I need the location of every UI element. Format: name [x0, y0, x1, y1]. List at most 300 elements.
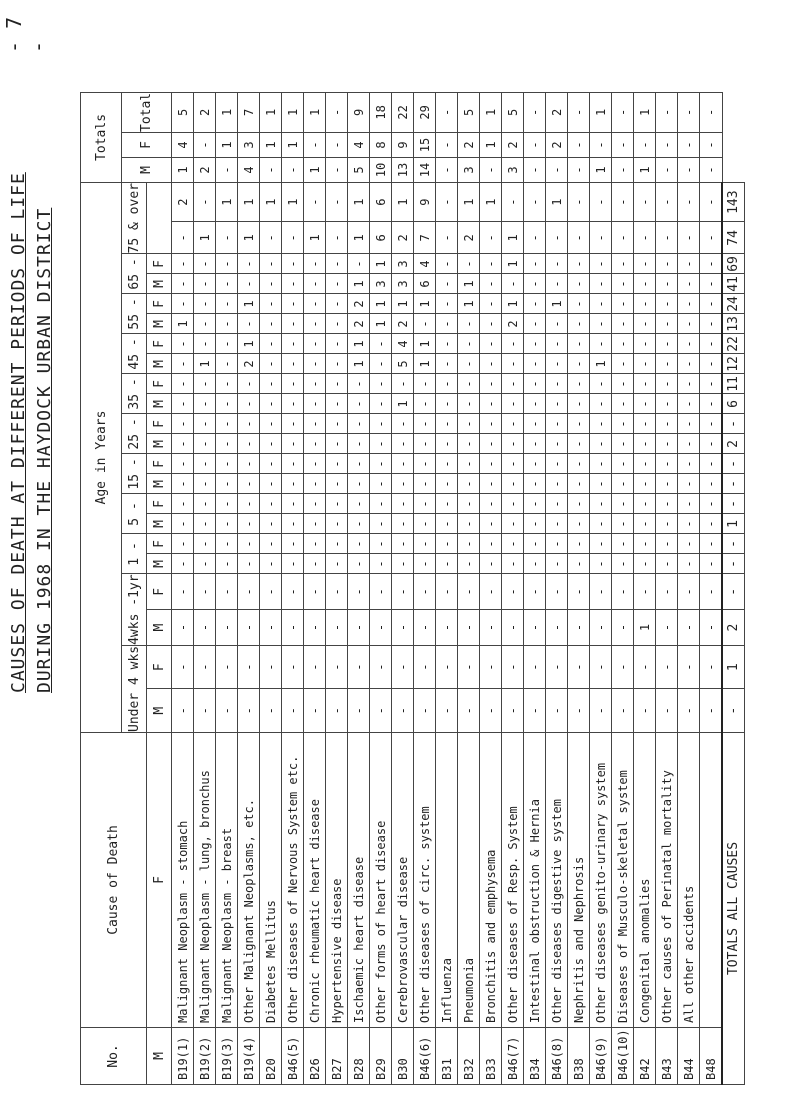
- row-cell: -: [634, 374, 656, 394]
- row-cell: -: [634, 254, 656, 274]
- row-cell: 3: [392, 254, 414, 274]
- row-cell: -: [282, 554, 304, 574]
- female-header: F: [147, 494, 172, 514]
- row-code: B44: [678, 1028, 700, 1085]
- row-cell: -: [546, 554, 568, 574]
- row-cell: -: [546, 222, 568, 254]
- row-cause: Other diseases genito-urinary system: [590, 733, 612, 1028]
- row-cause: Malignant Neoplasm - lung, bronchus: [194, 733, 216, 1028]
- row-cell: -: [590, 534, 612, 554]
- row-cell: -: [590, 474, 612, 494]
- row-total: -: [678, 92, 700, 132]
- row-cell: -: [238, 534, 260, 554]
- row-cell: -: [524, 314, 546, 334]
- totals-cell: 24: [722, 294, 745, 314]
- row-cell: -: [480, 334, 502, 354]
- row-cell: -: [392, 454, 414, 474]
- row-cell: -: [612, 534, 634, 554]
- totals-cell: 1: [722, 514, 745, 534]
- row-cell: -: [436, 222, 458, 254]
- row-cell: -: [524, 394, 546, 414]
- row-cell: -: [590, 414, 612, 434]
- table-body: [172, 92, 745, 1084]
- row-cell: -: [678, 574, 700, 610]
- row-total-f: 2: [458, 133, 480, 158]
- table-row: [414, 92, 436, 1084]
- row-total: 1: [304, 92, 326, 132]
- row-cell: -: [216, 554, 238, 574]
- row-cell: -: [172, 254, 194, 274]
- row-cell: -: [568, 454, 590, 474]
- row-cell: -: [194, 574, 216, 610]
- row-total-m: 3: [502, 158, 524, 183]
- row-cell: -: [546, 374, 568, 394]
- row-total-m: 4: [238, 158, 260, 183]
- row-cause: Congenital anomalies: [634, 733, 656, 1028]
- row-cell: -: [524, 354, 546, 374]
- row-total-f: 1: [216, 133, 238, 158]
- row-cell: -: [348, 554, 370, 574]
- row-cell: 1: [348, 354, 370, 374]
- row-cell: -: [282, 334, 304, 354]
- row-cell: -: [392, 514, 414, 534]
- row-code: B31: [436, 1028, 458, 1085]
- female-header: F: [147, 645, 172, 689]
- row-total-m: 2: [194, 158, 216, 183]
- row-cell: -: [502, 183, 524, 222]
- male-header: M: [147, 474, 172, 494]
- row-cell: -: [700, 494, 723, 514]
- row-cell: -: [612, 374, 634, 394]
- row-cell: -: [502, 474, 524, 494]
- row-cell: -: [436, 183, 458, 222]
- row-cell: -: [502, 434, 524, 454]
- row-cell: -: [172, 434, 194, 454]
- row-cell: -: [678, 274, 700, 294]
- row-cell: -: [590, 394, 612, 414]
- row-cell: -: [414, 394, 436, 414]
- row-total-f: 2: [546, 133, 568, 158]
- table-row: [568, 92, 590, 1084]
- row-cell: -: [700, 514, 723, 534]
- totals-row: [722, 92, 745, 1084]
- row-cell: -: [524, 514, 546, 534]
- row-total: 7: [238, 92, 260, 132]
- row-total-m: 14: [414, 158, 436, 183]
- row-cell: -: [282, 314, 304, 334]
- row-cell: 1: [502, 294, 524, 314]
- row-cell: -: [634, 314, 656, 334]
- row-cell: -: [590, 374, 612, 394]
- causes-of-death-table: [80, 92, 745, 1085]
- row-cell: -: [568, 514, 590, 534]
- row-cell: -: [502, 394, 524, 414]
- row-cell: -: [612, 314, 634, 334]
- row-total-f: 15: [414, 133, 436, 158]
- row-cell: -: [568, 394, 590, 414]
- row-total: 2: [194, 92, 216, 132]
- row-cell: -: [370, 434, 392, 454]
- row-cell: -: [216, 645, 238, 689]
- row-cell: -: [348, 610, 370, 646]
- row-cell: -: [612, 454, 634, 474]
- row-cell: -: [304, 354, 326, 374]
- row-cell: -: [678, 414, 700, 434]
- row-total-m: -: [546, 158, 568, 183]
- row-cell: -: [436, 274, 458, 294]
- row-cell: -: [172, 394, 194, 414]
- row-cell: -: [238, 574, 260, 610]
- row-cell: -: [458, 534, 480, 554]
- row-cell: 3: [392, 274, 414, 294]
- table-row: [282, 92, 304, 1084]
- row-cell: -: [238, 514, 260, 534]
- row-cell: -: [238, 314, 260, 334]
- table-row: [392, 92, 414, 1084]
- row-cell: -: [568, 494, 590, 514]
- row-total: 1: [634, 92, 656, 132]
- row-total: -: [568, 92, 590, 132]
- row-cell: -: [502, 354, 524, 374]
- row-cell: 6: [414, 274, 436, 294]
- sex-header-row: [147, 92, 172, 1084]
- totals-cell: 2: [722, 610, 745, 646]
- row-cell: 1: [216, 183, 238, 222]
- row-cell: -: [194, 414, 216, 434]
- row-cell: -: [634, 354, 656, 374]
- row-cell: -: [700, 354, 723, 374]
- row-cell: -: [260, 474, 282, 494]
- row-cell: -: [568, 645, 590, 689]
- row-cell: -: [458, 354, 480, 374]
- row-cell: 1: [480, 183, 502, 222]
- row-total-f: -: [590, 133, 612, 158]
- row-cell: 1: [194, 222, 216, 254]
- row-cell: -: [216, 574, 238, 610]
- row-cell: -: [414, 374, 436, 394]
- row-cell: -: [194, 183, 216, 222]
- row-cell: -: [304, 274, 326, 294]
- row-total: 1: [282, 92, 304, 132]
- row-cell: -: [436, 645, 458, 689]
- row-cell: -: [656, 274, 678, 294]
- row-cell: -: [458, 610, 480, 646]
- row-cell: -: [480, 554, 502, 574]
- page-title-line1: CAUSES OF DEATH AT DIFFERENT PERIODS OF LIFE: [8, 172, 29, 693]
- row-cell: 1: [546, 183, 568, 222]
- row-cell: -: [590, 222, 612, 254]
- row-total: 2: [546, 92, 568, 132]
- row-cell: 1: [546, 294, 568, 314]
- row-cell: -: [612, 294, 634, 314]
- row-cell: -: [216, 474, 238, 494]
- row-total-f: -: [568, 133, 590, 158]
- row-cell: -: [700, 454, 723, 474]
- table-row: [656, 92, 678, 1084]
- row-cell: -: [238, 394, 260, 414]
- row-total-m: 1: [172, 158, 194, 183]
- row-cell: 2: [458, 222, 480, 254]
- row-cell: -: [458, 394, 480, 414]
- row-cell: -: [590, 574, 612, 610]
- row-total-f: -: [326, 133, 348, 158]
- row-cell: -: [634, 294, 656, 314]
- row-cell: -: [502, 514, 524, 534]
- row-cell: -: [458, 494, 480, 514]
- row-cell: -: [612, 354, 634, 374]
- row-cell: -: [392, 610, 414, 646]
- row-cell: 2: [172, 183, 194, 222]
- row-cell: 2: [348, 314, 370, 334]
- row-cell: -: [238, 254, 260, 274]
- row-total: -: [612, 92, 634, 132]
- row-cell: -: [546, 514, 568, 534]
- row-cell: -: [568, 314, 590, 334]
- row-cause: Diabetes Mellitus: [260, 733, 282, 1028]
- row-cell: -: [304, 494, 326, 514]
- male-header: M: [147, 434, 172, 454]
- row-total-f: 1: [282, 133, 304, 158]
- row-cell: -: [612, 334, 634, 354]
- row-cell: -: [458, 374, 480, 394]
- row-cell: -: [414, 454, 436, 474]
- row-cell: -: [546, 334, 568, 354]
- row-cell: 1: [282, 183, 304, 222]
- row-cause: Hypertensive disease: [326, 733, 348, 1028]
- totals-cell: -: [722, 474, 745, 494]
- row-code: B46(10): [612, 1028, 634, 1085]
- row-total-f: -: [524, 133, 546, 158]
- row-cell: -: [568, 434, 590, 454]
- row-total: 29: [414, 92, 436, 132]
- row-total-m: -: [524, 158, 546, 183]
- row-cell: -: [436, 494, 458, 514]
- row-cell: -: [612, 574, 634, 610]
- row-cell: -: [194, 554, 216, 574]
- row-cell: -: [414, 689, 436, 733]
- row-cell: -: [480, 534, 502, 554]
- table-row: [546, 92, 568, 1084]
- row-total: 5: [502, 92, 524, 132]
- row-cell: -: [172, 574, 194, 610]
- row-cell: -: [678, 374, 700, 394]
- row-cell: -: [458, 254, 480, 274]
- row-cell: -: [700, 394, 723, 414]
- row-cell: -: [260, 494, 282, 514]
- row-cell: -: [326, 574, 348, 610]
- row-cell: 4: [392, 334, 414, 354]
- row-cell: 1: [194, 354, 216, 374]
- row-cell: -: [282, 645, 304, 689]
- row-cell: -: [678, 334, 700, 354]
- row-cell: -: [458, 514, 480, 534]
- row-code: B48: [700, 1028, 723, 1085]
- row-total-f: 3: [238, 133, 260, 158]
- row-cell: 1: [370, 254, 392, 274]
- row-cell: -: [480, 494, 502, 514]
- row-total-m: -: [282, 158, 304, 183]
- row-cell: -: [590, 314, 612, 334]
- totals-cell: 22: [722, 334, 745, 354]
- row-total-f: -: [194, 133, 216, 158]
- row-cell: -: [480, 574, 502, 610]
- row-cell: -: [612, 414, 634, 434]
- row-cell: -: [678, 534, 700, 554]
- row-cell: -: [282, 534, 304, 554]
- row-cause: Other causes of Perinatal mortality: [656, 733, 678, 1028]
- row-cell: -: [634, 274, 656, 294]
- row-cell: -: [700, 222, 723, 254]
- row-cell: -: [700, 314, 723, 334]
- row-cause: Intestinal obstruction & Hernia: [524, 733, 546, 1028]
- row-cell: -: [216, 314, 238, 334]
- totals-cell: 13: [722, 314, 745, 334]
- row-cell: 2: [348, 294, 370, 314]
- row-cell: -: [304, 610, 326, 646]
- row-cell: -: [524, 474, 546, 494]
- row-cell: -: [326, 314, 348, 334]
- col-no-header: No.: [81, 1028, 147, 1085]
- row-code: B20: [260, 1028, 282, 1085]
- row-cause: Other diseases digestive system: [546, 733, 568, 1028]
- row-cell: -: [414, 434, 436, 454]
- row-total-m: 1: [304, 158, 326, 183]
- row-cell: 2: [392, 222, 414, 254]
- row-cell: -: [502, 454, 524, 474]
- row-cell: -: [260, 414, 282, 434]
- row-cell: -: [634, 534, 656, 554]
- row-cell: -: [216, 414, 238, 434]
- row-cell: -: [392, 534, 414, 554]
- row-total: 1: [216, 92, 238, 132]
- row-cell: -: [414, 474, 436, 494]
- male-header: M: [147, 314, 172, 334]
- row-total-m: 1: [590, 158, 612, 183]
- row-cell: -: [326, 354, 348, 374]
- row-total: -: [524, 92, 546, 132]
- row-cell: -: [634, 554, 656, 574]
- row-cell: -: [392, 374, 414, 394]
- row-total: 5: [458, 92, 480, 132]
- row-cause: Other Malignant Neoplasms, etc.: [238, 733, 260, 1028]
- age-group-header: Under 4 wks: [122, 645, 147, 732]
- row-cell: -: [634, 414, 656, 434]
- row-cell: -: [546, 394, 568, 414]
- row-cause: Ischaemic heart disease: [348, 733, 370, 1028]
- row-code: B27: [326, 1028, 348, 1085]
- row-cell: -: [656, 454, 678, 474]
- row-cell: 1: [238, 222, 260, 254]
- row-cell: -: [282, 222, 304, 254]
- row-cell: 1: [502, 254, 524, 274]
- row-cell: -: [524, 610, 546, 646]
- row-cell: 1: [414, 294, 436, 314]
- row-cell: -: [634, 645, 656, 689]
- row-cell: 1: [458, 274, 480, 294]
- row-cell: -: [348, 689, 370, 733]
- row-cell: -: [282, 610, 304, 646]
- row-cell: -: [678, 222, 700, 254]
- row-cell: -: [568, 689, 590, 733]
- row-cell: -: [656, 514, 678, 534]
- row-cell: -: [304, 294, 326, 314]
- row-cell: -: [700, 334, 723, 354]
- table-row: [216, 92, 238, 1084]
- row-cell: -: [546, 494, 568, 514]
- row-cell: 1: [238, 334, 260, 354]
- row-cause: All other accidents: [678, 733, 700, 1028]
- row-cell: -: [458, 574, 480, 610]
- row-code: B46(8): [546, 1028, 568, 1085]
- row-cell: -: [700, 554, 723, 574]
- row-cell: -: [216, 610, 238, 646]
- row-total-m: -: [568, 158, 590, 183]
- row-cell: -: [216, 394, 238, 414]
- row-cell: -: [524, 645, 546, 689]
- row-cell: -: [216, 354, 238, 374]
- row-cell: -: [700, 610, 723, 646]
- row-cell: -: [260, 610, 282, 646]
- row-cell: -: [194, 474, 216, 494]
- row-cell: -: [194, 334, 216, 354]
- row-cell: -: [590, 645, 612, 689]
- totals-cell: 143: [722, 183, 745, 222]
- row-cell: -: [700, 434, 723, 454]
- row-cell: -: [678, 294, 700, 314]
- row-cell: -: [634, 454, 656, 474]
- row-cell: -: [502, 610, 524, 646]
- row-total-f: 2: [502, 133, 524, 158]
- row-cause: Other diseases of Resp. System: [502, 733, 524, 1028]
- row-cell: -: [370, 414, 392, 434]
- row-cell: -: [172, 534, 194, 554]
- row-cell: -: [678, 454, 700, 474]
- row-cell: -: [568, 554, 590, 574]
- row-cell: -: [568, 534, 590, 554]
- row-cell: -: [634, 574, 656, 610]
- row-cell: -: [656, 574, 678, 610]
- row-cell: 1: [392, 294, 414, 314]
- row-cell: -: [216, 689, 238, 733]
- row-cell: -: [700, 294, 723, 314]
- row-cell: 3: [370, 274, 392, 294]
- row-cell: -: [194, 394, 216, 414]
- table-row: [260, 92, 282, 1084]
- row-cell: -: [612, 274, 634, 294]
- row-cell: -: [238, 494, 260, 514]
- row-cell: -: [194, 494, 216, 514]
- row-cell: 1: [348, 274, 370, 294]
- row-total: -: [656, 92, 678, 132]
- row-cell: -: [326, 414, 348, 434]
- row-cell: -: [392, 414, 414, 434]
- row-cell: -: [590, 454, 612, 474]
- row-total-f: -: [700, 133, 723, 158]
- row-cell: 1: [458, 294, 480, 314]
- totals-cell: -: [722, 454, 745, 474]
- row-cell: -: [590, 610, 612, 646]
- row-cell: -: [524, 414, 546, 434]
- row-cell: -: [436, 414, 458, 434]
- row-cell: 1: [348, 334, 370, 354]
- row-cell: -: [172, 494, 194, 514]
- row-cell: -: [282, 574, 304, 610]
- row-cell: -: [568, 274, 590, 294]
- row-cell: -: [678, 554, 700, 574]
- row-code: B30: [392, 1028, 414, 1085]
- row-cell: -: [590, 494, 612, 514]
- row-cell: -: [678, 689, 700, 733]
